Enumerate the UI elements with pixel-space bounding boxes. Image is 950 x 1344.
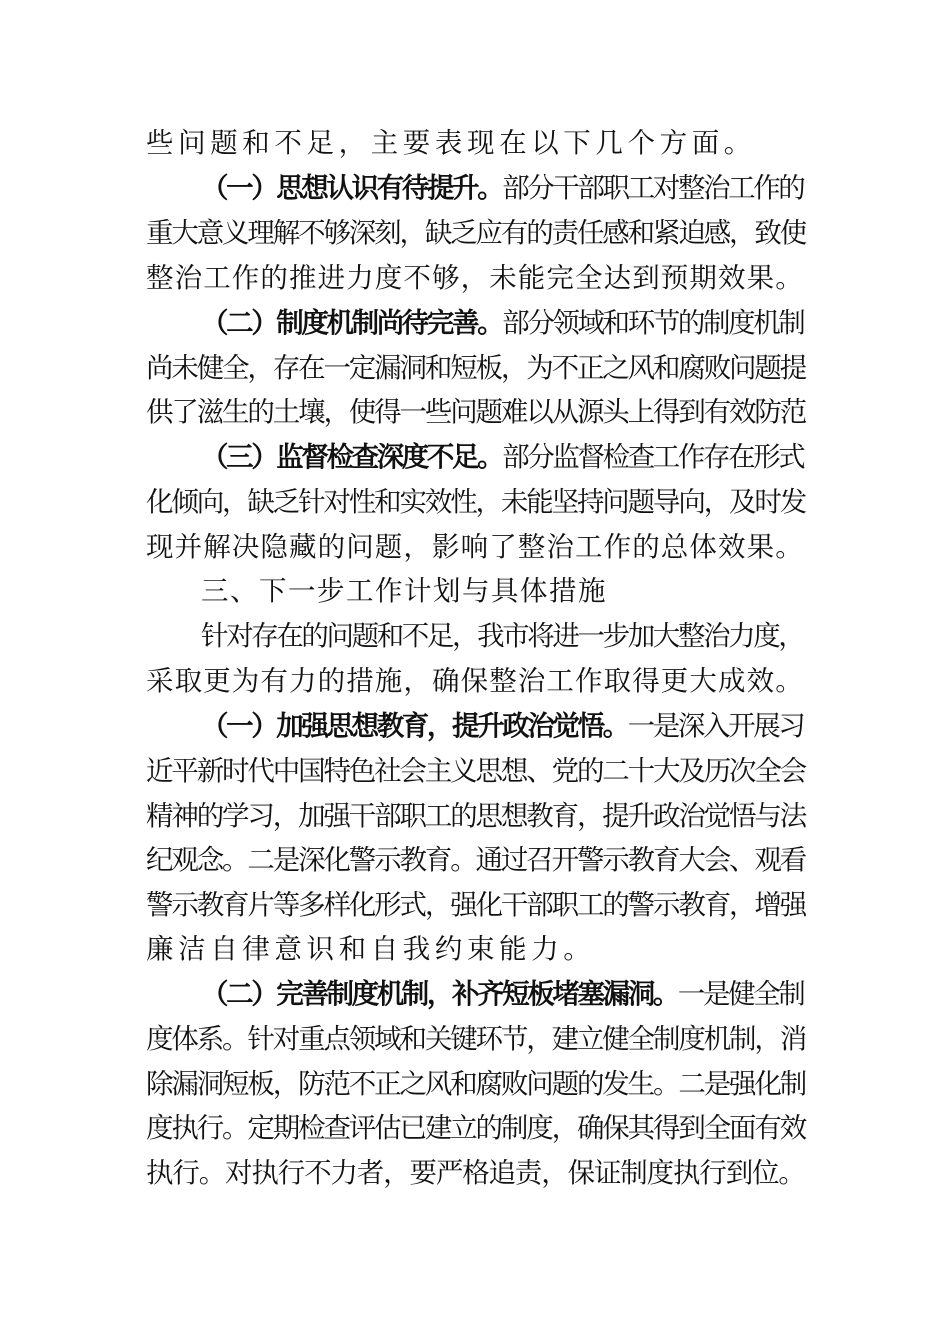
body-text: 一是健全制 [677, 978, 804, 1010]
body-line: 尚未健全，存在一定漏洞和短板，为不正之风和腐败问题提 [146, 352, 806, 384]
body-line: 重大意义理解不够深刻，缺乏应有的责任感和紧迫感，致使 [146, 217, 806, 249]
subsection-heading: （二）制度机制尚待完善。 [201, 307, 503, 339]
subsection-heading: （三）监督检查深度不足。 [201, 441, 503, 473]
body-line: 些问题和不足，主要表现在以下几个方面。 [146, 127, 756, 159]
subsection-heading: （一）思想认识有待提升。 [201, 172, 503, 204]
subsection-line [201, 305, 806, 341]
body-line: 近平新时代中国特色社会主义思想、党的二十大及历次全会 [146, 755, 806, 787]
body-line: 精神的学习，加强干部职工的思想教育，提升政治觉悟与法 [146, 800, 806, 832]
body-line: 采取更为有力的措施，确保整治工作取得更大成效。 [146, 665, 804, 697]
subsection-line [201, 170, 806, 206]
subsection-line [201, 976, 806, 1012]
body-text: 部分干部职工对整治工作的 [502, 172, 804, 204]
subsection-heading: （二）完善制度机制，补齐短板堵塞漏洞。 [201, 978, 678, 1010]
body-line: 执行。对执行不力者，要严格追责，保证制度执行到位。 [146, 1157, 805, 1189]
subsection-line [201, 439, 806, 475]
body-text: 一是深入开展习 [627, 710, 804, 742]
body-line: 警示教育片等多样化形式，强化干部职工的警示教育，增强 [146, 889, 806, 921]
body-text: 部分监督检查工作存在形式 [502, 441, 804, 473]
body-line: 针对存在的问题和不足，我市将进一步加大整治力度， [201, 620, 804, 652]
body-line: 廉洁自律意识和自我约束能力。 [146, 933, 596, 965]
body-line: 纪观念。二是深化警示教育。通过召开警示教育大会、观看 [146, 844, 806, 876]
body-line: 除漏洞短板，防范不正之风和腐败问题的发生。二是强化制 [146, 1068, 806, 1100]
body-line: 供了滋生的土壤，使得一些问题难以从源头上得到有效防范 [146, 396, 806, 428]
body-line: 化倾向，缺乏针对性和实效性，未能坚持问题导向，及时发 [146, 486, 806, 518]
body-text: 部分领域和环节的制度机制 [502, 307, 804, 339]
body-line: 度体系。针对重点领域和关键环节，建立健全制度机制，消 [146, 1023, 806, 1055]
body-line: 现并解决隐藏的问题，影响了整治工作的总体效果。 [146, 531, 804, 563]
subsection-line [201, 708, 806, 744]
subsection-heading: （一）加强思想教育，提升政治觉悟。 [201, 710, 628, 742]
section-heading: 三、下一步工作计划与具体措施 [201, 575, 607, 607]
body-line: 整治工作的推进力度不够，未能完全达到预期效果。 [146, 262, 804, 294]
body-line: 度执行。定期检查评估已建立的制度，确保其得到全面有效 [146, 1112, 806, 1144]
